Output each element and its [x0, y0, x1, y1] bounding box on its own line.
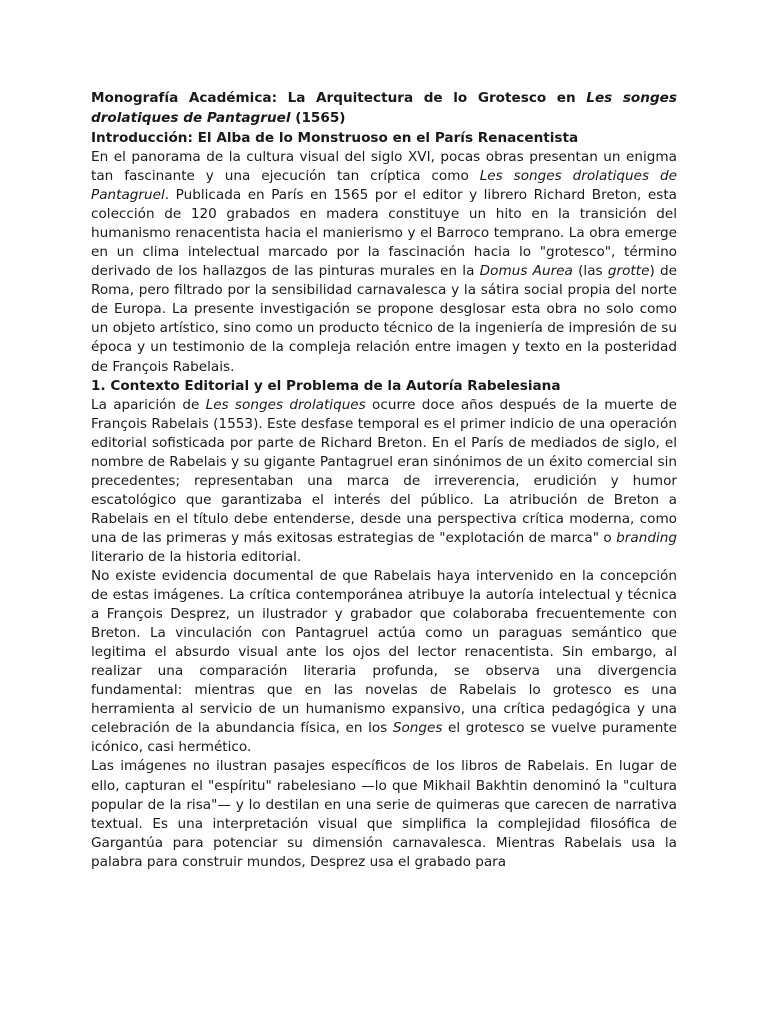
- italic-text: Les songes drolatiques de Pantagruel: [91, 90, 677, 126]
- section-1-heading: 1. Contexto Editorial y el Problema de la Autoría Rabelesiana: [91, 377, 561, 394]
- intro-heading: Introducción: El Alba de lo Monstruoso en el París Renacentista: [91, 130, 579, 146]
- section-1-paragraph-2: No existe evidencia documental de que Rabelais haya intervenido en la concepción de estas imágenes. La crítica contemporánea atribuye la autoría intelectual y técnica a François Desprez, un ilustrador y grabador que colaboraba frecuentemente con Breton. La vinculación con Pantagruel actúa como un paraguas semántico que legitima el absurdo visual ante los ojos del lector renacentista. Sin embargo, al realizar una comparación literaria profunda, se observa una divergencia fundamental: mientras que en las novelas de Rabelais lo grotesco es una herramienta al servicio de un humanismo expansivo, una crítica pedagógica y una celebración de la abundancia física, en los Songes el grotesco se vuelve puramente icónico, casi hermético.: [91, 567, 677, 756]
- italic-text: Domus Aurea: [479, 263, 573, 280]
- italic-text: Les songes drolatiques: [205, 396, 366, 413]
- italic-text: grotte: [607, 263, 650, 280]
- section-1-paragraph-3: Las imágenes no ilustran pasajes específicos de los libros de Rabelais. En lugar de ello, capturan el "espíritu" rabelesiano —lo que Mikhail Bakhtin denominó la "cultura popular de la risa"— y lo destilan en una serie de quimeras que carecen de narrativa textual. Es una interpretación visual que simplifica la complejidad filosófica de Gargantúa para potenciar su dimensión carnavalesca. Mientras Rabelais usa la palabra para construir mundos, Desprez usa el grabado para: [91, 758, 677, 870]
- italic-text: Les songes drolatiques de Pantagruel: [91, 168, 677, 204]
- document-title: Monografía Académica: La Arquitectura de lo Grotesco en Les songes drolatiques de Pantagruel (1565): [91, 90, 677, 126]
- italic-text: Songes: [392, 720, 443, 737]
- italic-text: branding: [616, 529, 677, 546]
- document-page: [91, 88, 677, 1024]
- section-1-paragraph-1: La aparición de Les songes drolatiques ocurre doce años después de la muerte de François Rabelais (1553). Este desfase temporal es el primer indicio de una operación editorial sofisticada por parte de Richard Breton. En el París de mediados de siglo, el nombre de Rabelais y su gigante Pantagruel eran sinónimos de un éxito comercial sin precedentes; representaban una marca de irreverencia, erudición y humor escatológico que garantizaba el interés del público. La atribución de Breton a Rabelais en el título debe entenderse, desde una perspectiva crítica moderna, como una de las primeras y más exitosas estrategias de "explotación de marca" o branding literario de la historia editorial.: [91, 396, 677, 565]
- intro-paragraph: En el panorama de la cultura visual del siglo XVI, pocas obras presentan un enigma tan fascinante y una ejecución tan críptica como Les songes drolatiques de Pantagruel. Publicada en París en 1565 por el editor y librero Richard Breton, esta colección de 120 grabados en madera constituye un hito en la transición del humanismo renacentista hacia el manierismo y el Barroco temprano. La obra emerge en un clima intelectual marcado por la fascinación hacia lo "grotesco", término derivado de los hallazgos de las pinturas murales en la Domus Aurea (las grotte) de Roma, pero filtrado por la sensibilidad carnavalesca y la sátira social propia del norte de Europa. La presente investigación se propone desglosar esta obra no solo como un objeto artístico, sino como un producto técnico de la ingeniería de impresión de su época y un testimonio de la compleja relación entre imagen y texto en la posteridad de François Rabelais.: [91, 149, 677, 375]
